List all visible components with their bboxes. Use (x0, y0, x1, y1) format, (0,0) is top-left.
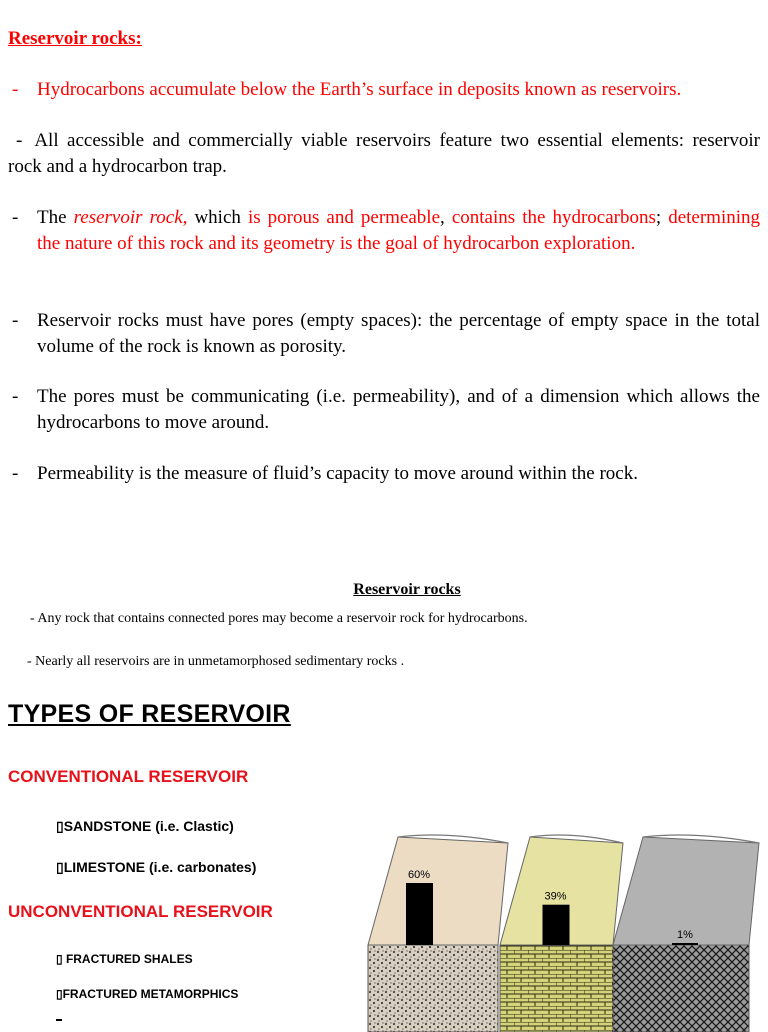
bullet-dash: - (16, 130, 23, 151)
section-line-1: - Any rock that contains connected pores may become a reservoir rock for hydrocarbons. (30, 611, 528, 626)
bullet-dash: - (12, 386, 19, 407)
bullet-3-the: The (37, 207, 74, 228)
rock-block (613, 835, 759, 1032)
bullet-3-determining: determining the nature of this rock and its geometry is the goal of hydrocarbon exploration. (37, 207, 761, 254)
porosity-bar (543, 905, 570, 945)
rock-block-front (368, 945, 498, 1032)
section-title: Reservoir rocks (353, 581, 461, 598)
bullet-6-text: Permeability is the measure of fluid’s capacity to move around within the rock. (37, 463, 638, 484)
bullet-3-reservoir-rock: reservoir rock (73, 207, 183, 228)
porosity-bar (672, 943, 698, 945)
bullet-3-which: which (194, 207, 248, 228)
bullet-5-text: The pores must be communicating (i.e. permeability), and of a dimension which allows the hydrocarbons to move around. (37, 386, 760, 433)
porosity-label: 60% (407, 869, 431, 881)
bullet-5 (8, 384, 760, 436)
bullet-dash: - (12, 207, 19, 228)
conventional-item-sandstone: ▯SANDSTONE (i.e. Clastic) (56, 818, 234, 834)
rock-block-top (368, 837, 508, 945)
bullet-1-text: Hydrocarbons accumulate below the Earth’s surface in deposits known as reservoirs. (37, 79, 682, 100)
bullet-2 (8, 128, 760, 180)
conventional-heading: CONVENTIONAL RESERVOIR (8, 767, 249, 786)
bullet-dash: - (12, 463, 19, 484)
bullet-6 (8, 461, 760, 487)
porosity-bar (406, 883, 433, 945)
bullet-3-semicolon: ; (655, 207, 669, 228)
rock-block-front (500, 945, 613, 1032)
rock-block-front (613, 945, 749, 1032)
bullet-3-comma-2: , (440, 207, 452, 228)
bullet-4 (8, 308, 760, 360)
porosity-figure (360, 822, 760, 1032)
truncated-bullet-mark (56, 1019, 62, 1021)
rock-block (500, 835, 623, 1032)
rock-block (368, 835, 508, 1032)
bullet-1 (8, 77, 760, 103)
porosity-label: 1% (677, 929, 693, 941)
conventional-item-limestone: ▯LIMESTONE (i.e. carbonates) (56, 859, 257, 875)
bullet-3-porous: is porous and permeable (247, 207, 441, 228)
bullet-3-text (37, 205, 760, 257)
section-line-2: - Nearly all reservoirs are in unmetamorphosed sedimentary rocks . (27, 654, 405, 669)
bullet-3-contains: contains the hydrocarbons (451, 207, 656, 228)
porosity-label: 39% (544, 890, 567, 903)
bullet-dash: - (12, 310, 19, 331)
bullet-3 (8, 205, 760, 257)
bullet-4-text: Reservoir rocks must have pores (empty spaces): the percentage of empty space in the total volume of the rock is known as porosity. (37, 310, 760, 357)
bullet-3-comma: , (182, 207, 195, 228)
bullet-2-text: All accessible and commercially viable reservoirs feature two essential elements: reservoir rock and a hydrocarbon trap. (8, 130, 760, 177)
unconventional-heading: UNCONVENTIONAL RESERVOIR (8, 902, 273, 921)
unconventional-item-metamorphics: ▯FRACTURED METAMORPHICS (56, 987, 239, 1001)
bullet-dash: - (12, 79, 19, 100)
types-heading: TYPES OF RESERVOIR (8, 700, 291, 728)
unconventional-item-shales: ▯ FRACTURED SHALES (56, 952, 193, 966)
page-heading: Reservoir rocks: (8, 28, 142, 49)
